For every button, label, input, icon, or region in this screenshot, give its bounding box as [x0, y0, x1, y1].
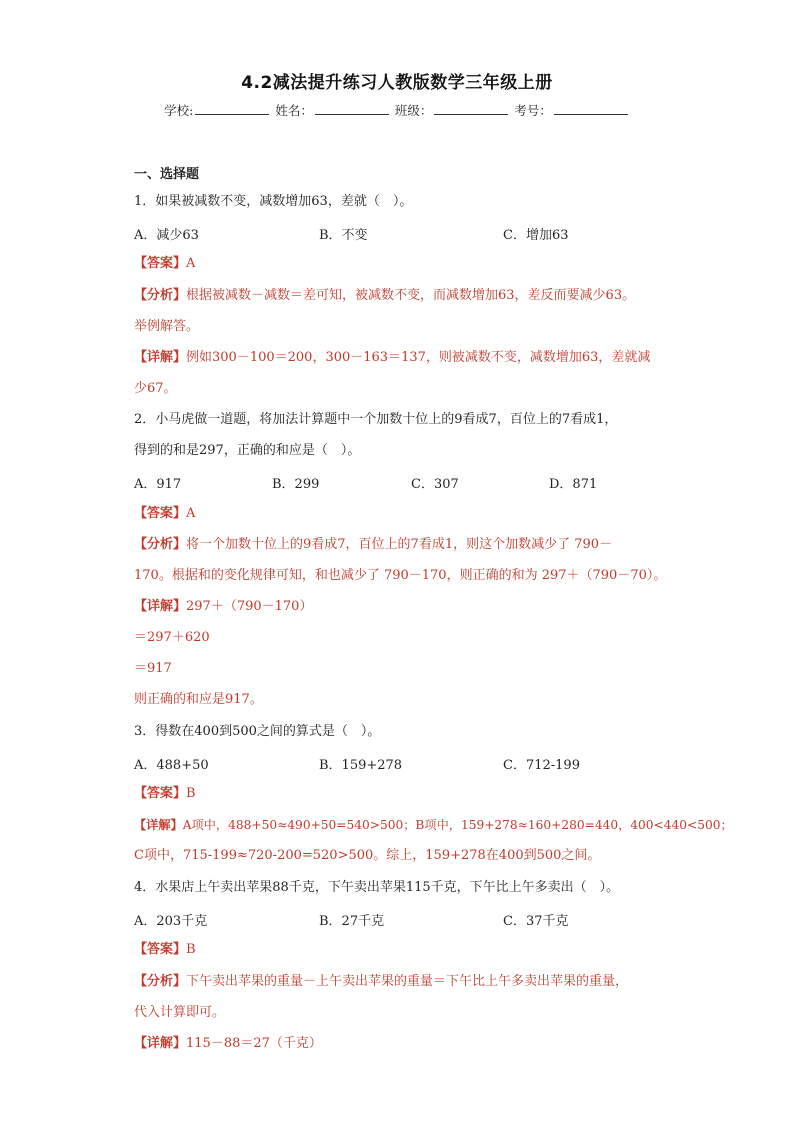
q2-option-d: D．871 — [549, 477, 598, 492]
section-heading: 一、选择题 — [134, 167, 200, 182]
q1-stem: 1．如果被减数不变，减数增加63，差就（ ）。 — [134, 194, 413, 209]
number-blank — [554, 102, 628, 115]
q2-detail-text-3: ＝917 — [134, 661, 172, 676]
detail-tag: 【详解】 — [134, 1036, 187, 1051]
analysis-tag: 【分析】 — [134, 288, 187, 303]
answer-tag: 【答案】 — [134, 786, 187, 801]
class-label: 班级： — [394, 103, 433, 118]
q2-detail-text-1: 297＋（790－170） — [186, 599, 313, 614]
detail-tag: 【详解】 — [134, 350, 187, 365]
name-label: 姓名： — [275, 103, 313, 118]
q3-answer — [134, 785, 196, 803]
q3-detail-text-2: C项中，715-199≈720-200=520>500。综上，159+278在400到500之间。 — [134, 848, 601, 863]
q4-answer — [134, 941, 196, 959]
q2-option-a: A．917 — [134, 477, 182, 492]
q4-option-a: A．203千克 — [134, 914, 208, 929]
q4-analysis — [134, 973, 628, 991]
detail-tag: 【详解】 — [134, 818, 183, 832]
q3-detail — [134, 816, 733, 834]
q4-detail — [134, 1035, 322, 1053]
q1-analysis-text-1: 根据被减数－减数＝差可知，被减数不变，而减数增加63，差反而要减少63。 — [186, 288, 636, 303]
answer-tag: 【答案】 — [134, 256, 187, 271]
q2-analysis-text-2: 170。根据和的变化规律可知，和也减少了 790－170，则正确的和为 297＋（790－70）。 — [134, 568, 667, 583]
school-blank — [195, 102, 269, 115]
q1-detail-text-2: 少67。 — [134, 381, 177, 396]
student-info-line — [0, 101, 794, 119]
q2-option-b: B．299 — [272, 477, 320, 492]
q3-option-b: B．159+278 — [319, 758, 403, 773]
q1-analysis-text-2: 举例解答。 — [134, 319, 200, 334]
q4-analysis-text-2: 代入计算即可。 — [134, 1005, 226, 1020]
analysis-tag: 【分析】 — [134, 537, 187, 552]
class-blank — [434, 102, 508, 115]
name-blank — [315, 102, 389, 115]
q4-answer-value: B — [186, 942, 196, 957]
q1-detail-text-1: 例如300－100＝200，300－163＝137，则被减数不变，减数增加63，差就减 — [186, 350, 651, 365]
q2-analysis — [134, 536, 612, 554]
q1-option-c: C．增加63 — [503, 228, 569, 243]
q1-option-b: B．不变 — [319, 228, 368, 243]
detail-tag: 【详解】 — [134, 599, 187, 614]
q1-detail — [134, 349, 650, 367]
q2-option-c: C．307 — [411, 477, 459, 492]
answer-tag: 【答案】 — [134, 942, 187, 957]
q3-option-a: A．488+50 — [134, 758, 209, 773]
q4-detail-text-1: 115－88＝27（千克） — [186, 1036, 322, 1051]
q2-detail-text-4: 则正确的和应是917。 — [134, 692, 263, 707]
q3-option-c: C．712-199 — [503, 758, 580, 773]
q4-stem: 4．水果店上午卖出苹果88千克，下午卖出苹果115千克，下午比上午多卖出（ ）。 — [134, 880, 620, 895]
q1-answer — [134, 255, 195, 273]
q3-detail-text-1: A项中，488+50≈490+50=540>500；B项中，159+278≈160+280=440，400<440<500； — [182, 818, 733, 832]
q4-analysis-text-1: 下午卖出苹果的重量－上午卖出苹果的重量＝下午比上午多卖出苹果的重量， — [186, 974, 629, 989]
q1-analysis — [134, 287, 635, 305]
analysis-tag: 【分析】 — [134, 974, 187, 989]
q2-detail-text-2: ＝297＋620 — [134, 630, 210, 645]
school-label: 学校: — [164, 103, 194, 118]
q2-analysis-text-1: 将一个加数十位上的9看成7，百位上的7看成1，则这个加数减少了 790－ — [186, 537, 613, 552]
q4-option-b: B．27千克 — [319, 914, 385, 929]
q1-option-a: A．减少63 — [134, 228, 199, 243]
number-label: 考号： — [514, 103, 552, 118]
q2-stem-2: 得到的和是297，正确的和应是（ ）。 — [134, 443, 361, 458]
q2-answer — [134, 505, 195, 523]
q3-stem: 3．得数在400到500之间的算式是（ ）。 — [134, 724, 381, 739]
answer-tag: 【答案】 — [134, 506, 187, 521]
q3-answer-value: B — [186, 786, 196, 801]
q1-answer-value: A — [186, 256, 196, 271]
q2-answer-value: A — [186, 506, 196, 521]
q2-stem-1: 2．小马虎做一道题，将加法计算题中一个加数十位上的9看成7，百位上的7看成1， — [134, 412, 618, 427]
q2-detail — [134, 598, 312, 616]
q4-option-c: C．37千克 — [503, 914, 569, 929]
page-title: 4.2减法提升练习人教版数学三年级上册 — [241, 73, 553, 93]
